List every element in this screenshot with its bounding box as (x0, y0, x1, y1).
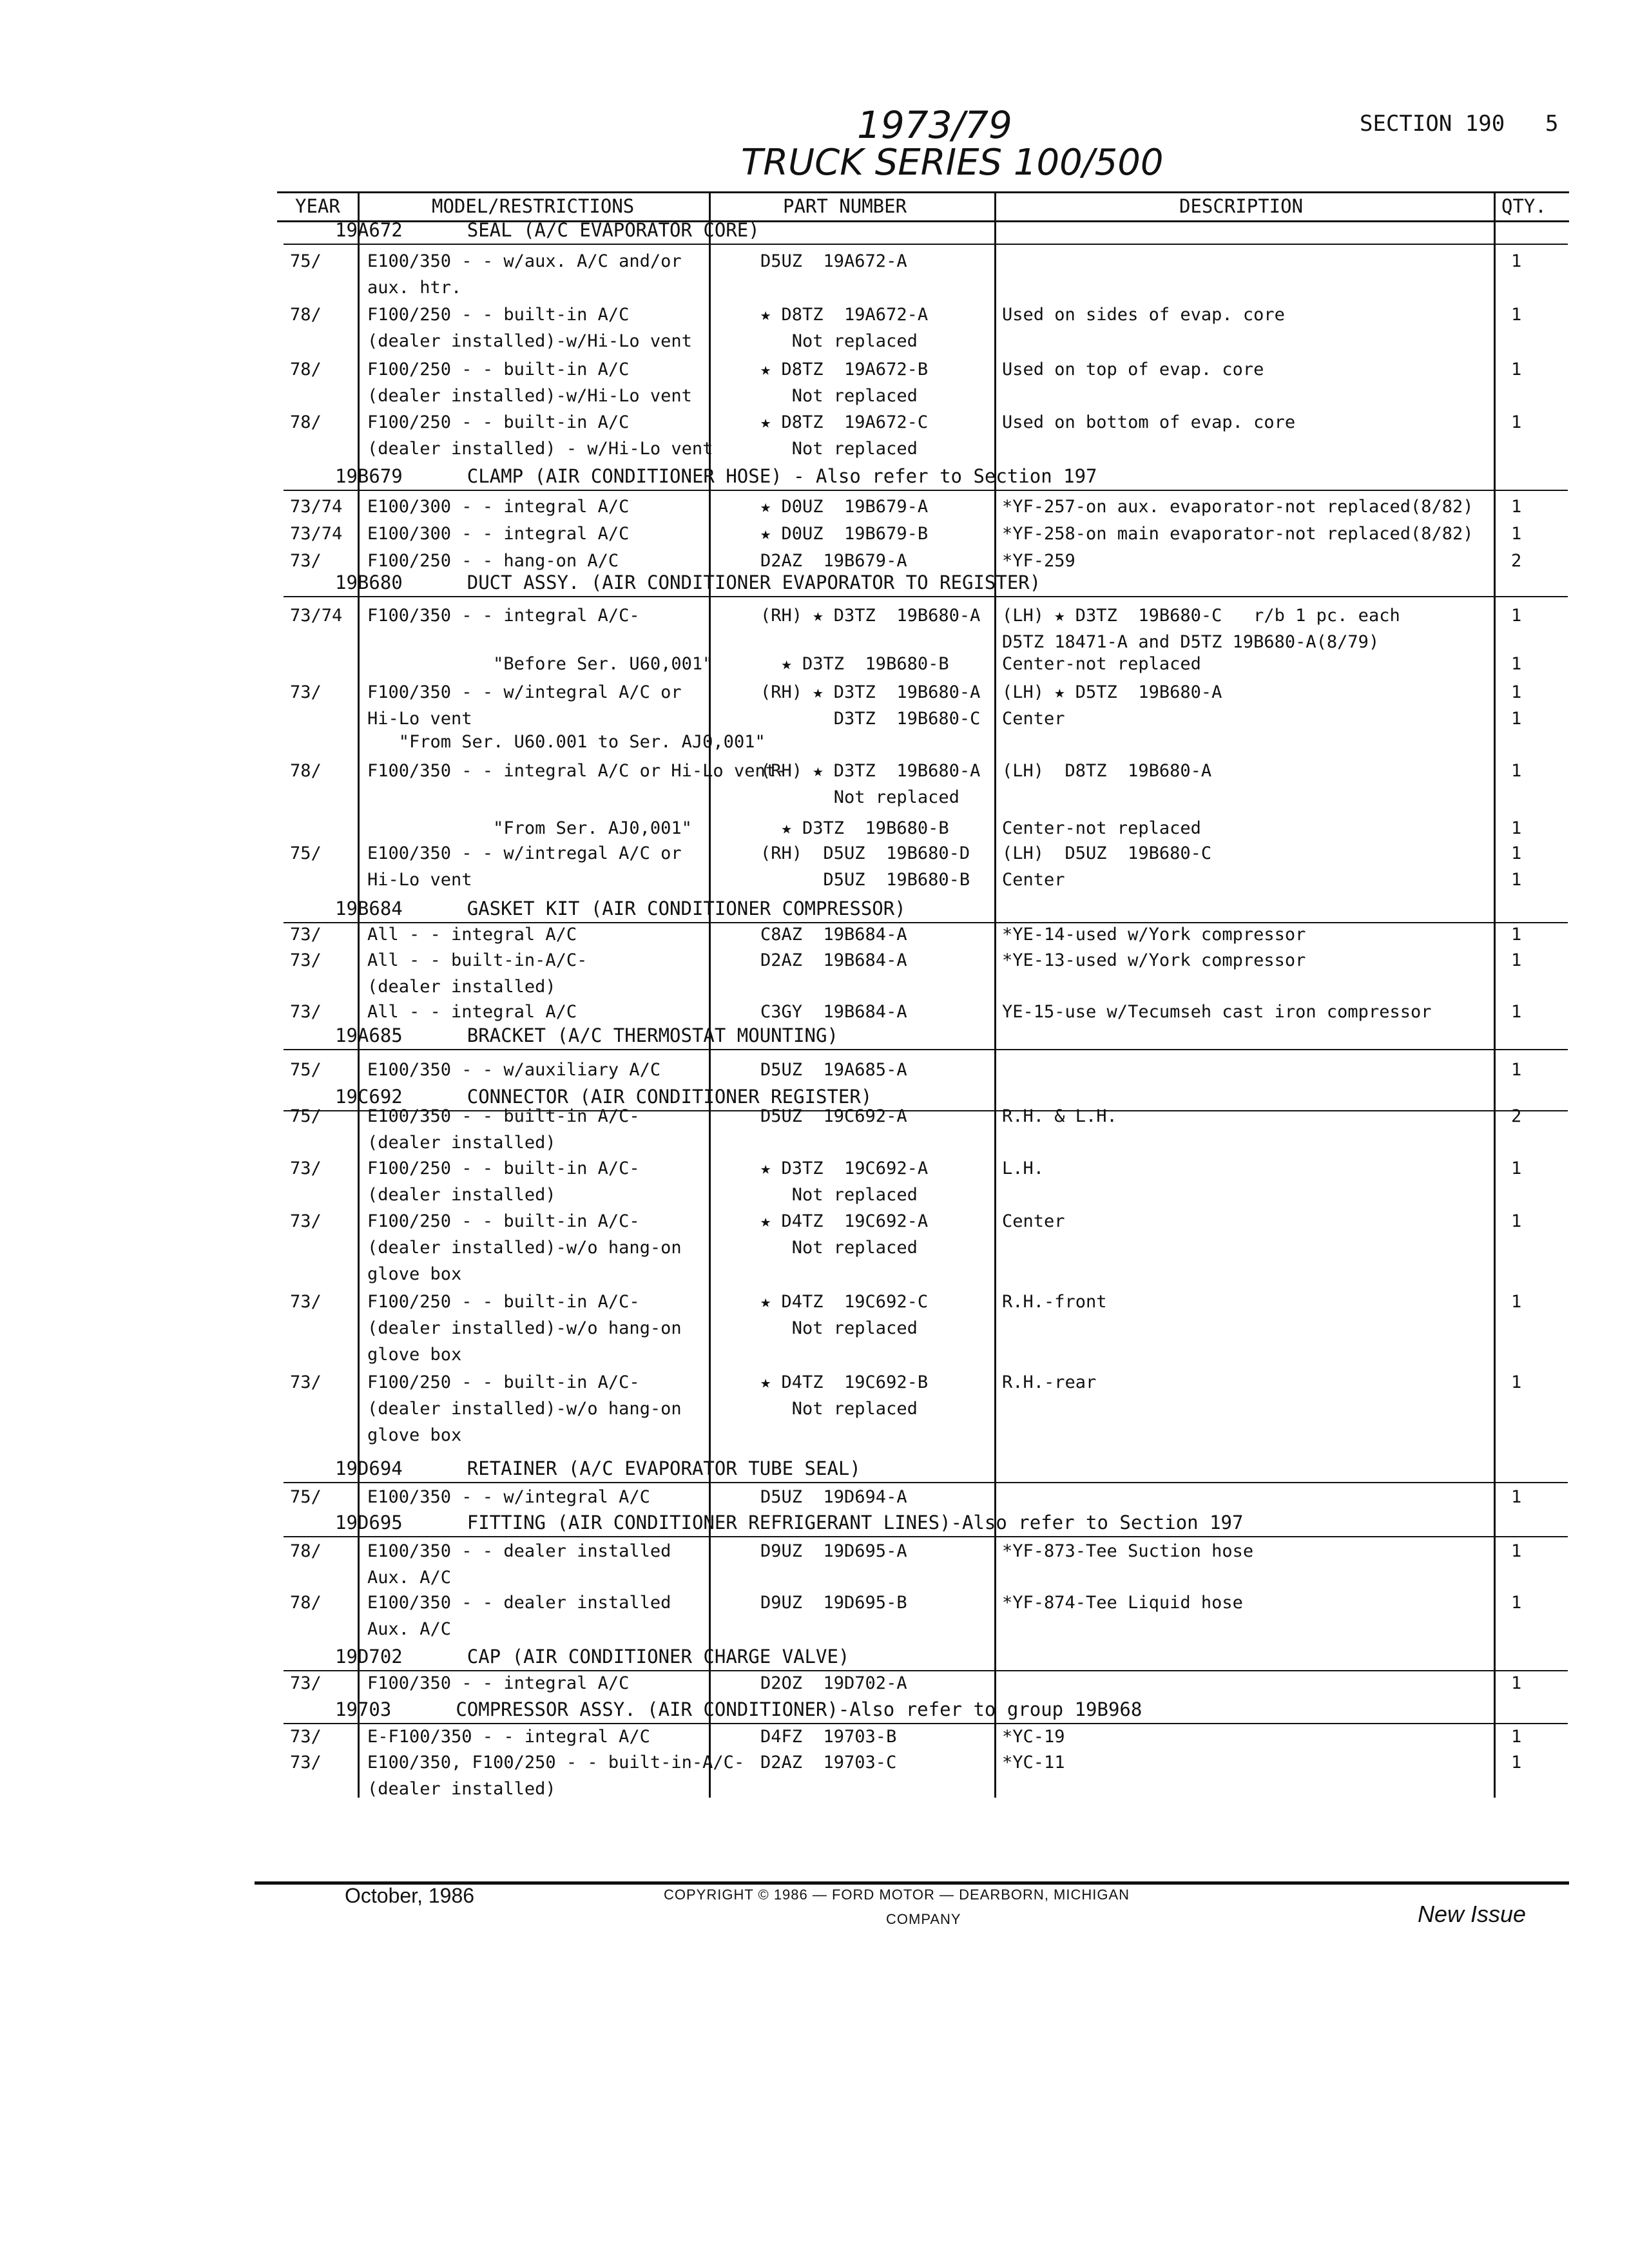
cell-qty: 1 (1511, 950, 1522, 970)
cell-part: (RH) ★ D3TZ 19B680-A (760, 606, 981, 626)
group-name: CLAMP (AIR CONDITIONER HOSE) - Also refer to Section 197 (467, 465, 1097, 487)
cell-desc: *YF-873-Tee Suction hose (1002, 1541, 1254, 1561)
group-code: 19A672 (335, 219, 403, 241)
cell-year: 75/ (290, 843, 322, 863)
cell-desc: *YF-258-on main evaporator-not replaced(8/82) (1002, 524, 1474, 544)
cell-qty: 1 (1511, 1593, 1522, 1613)
cell-year: 73/ (290, 1673, 322, 1693)
cell-part: D4FZ 19703-B (760, 1727, 897, 1747)
cell-model: All - - integral A/C (367, 925, 577, 945)
cell-qty: 1 1 (1511, 682, 1522, 729)
group-header (335, 1457, 861, 1479)
cell-model: F100/250 - - hang-on A/C (367, 551, 619, 571)
group-name: RETAINER (A/C EVAPORATOR TUBE SEAL) (467, 1457, 861, 1479)
group-header (335, 572, 1041, 593)
group-header (335, 1646, 849, 1667)
column-header-description: DESCRIPTION (1179, 195, 1304, 217)
cell-qty: 1 (1511, 305, 1522, 325)
cell-year: 73/ (290, 682, 322, 702)
cell-qty: 1 (1511, 925, 1522, 945)
group-header (335, 1512, 1243, 1533)
cell-part: ★ D4TZ 19C692-C Not replaced (760, 1292, 929, 1338)
cell-desc: *YE-13-used w/York compressor (1002, 950, 1306, 970)
cell-part: ★ D3TZ 19B680-B (760, 654, 949, 674)
cell-year: 73/74 (290, 606, 343, 626)
cell-model: E-F100/350 - - integral A/C (367, 1727, 650, 1747)
footer-date: October, 1986 (345, 1884, 475, 1907)
cell-model: All - - integral A/C (367, 1002, 577, 1022)
cell-model: F100/250 - - built-in A/C- (dealer installed)-w/o hang-on glove box (367, 1372, 682, 1445)
row-divider (284, 1536, 1568, 1537)
cell-model: E100/350 - - w/intregal A/C or Hi-Lo vent (367, 843, 682, 890)
cell-desc: *YF-259 (1002, 551, 1075, 571)
group-name: DUCT ASSY. (AIR CONDITIONER EVAPORATOR TO REGISTER) (467, 572, 1041, 593)
cell-part: C8AZ 19B684-A (760, 925, 907, 945)
group-code: 19703 (335, 1698, 392, 1720)
cell-model: E100/350 - - w/aux. A/C and/or aux. htr. (367, 251, 682, 298)
cell-qty: 1 (1511, 761, 1522, 781)
cell-part: D2AZ 19B679-A (760, 551, 907, 571)
group-name: SEAL (A/C EVAPORATOR CORE) (467, 219, 760, 241)
page-title-years: 1973/79 (857, 103, 1012, 147)
group-header (335, 219, 760, 241)
cell-part: ★ D8TZ 19A672-A Not replaced (760, 305, 929, 351)
cell-part: (RH) ★ D3TZ 19B680-A D3TZ 19B680-C (760, 682, 981, 729)
cell-part: D2AZ 19703-C (760, 1753, 897, 1773)
cell-qty: 1 (1511, 1002, 1522, 1022)
cell-qty: 1 (1511, 1727, 1522, 1747)
cell-model: E100/350 - - dealer installed Aux. A/C (367, 1593, 671, 1639)
cell-year: 78/ (290, 360, 322, 380)
cell-qty: 1 (1511, 524, 1522, 544)
cell-part: ★ D3TZ 19B680-B (760, 818, 949, 838)
cell-desc: *YF-874-Tee Liquid hose (1002, 1593, 1243, 1613)
cell-model: F100/350 - - integral A/C (367, 1673, 630, 1693)
cell-model: F100/250 - - built-in A/C- (dealer installed) (367, 1158, 640, 1205)
group-code: 19D695 (335, 1512, 403, 1533)
cell-year: 73/ (290, 1002, 322, 1022)
cell-qty: 1 (1511, 1060, 1522, 1080)
cell-desc: Center-not replaced (1002, 818, 1201, 838)
group-code: 19B680 (335, 572, 403, 593)
cell-qty: 1 (1511, 1372, 1522, 1392)
cell-part: ★ D4TZ 19C692-A Not replaced (760, 1211, 929, 1258)
column-header-model: MODEL/RESTRICTIONS (432, 195, 635, 217)
cell-qty: 1 (1511, 654, 1522, 674)
cell-desc: (LH) D5UZ 19B680-C Center (1002, 843, 1212, 890)
group-code: 19D702 (335, 1646, 403, 1667)
cell-model: F100/350 - - integral A/C or Hi-Lo vent- (367, 761, 787, 781)
cell-model: E100/300 - - integral A/C (367, 524, 630, 544)
row-divider (284, 1482, 1568, 1483)
group-code: 19B684 (335, 898, 403, 919)
cell-desc: *YC-19 (1002, 1727, 1065, 1747)
cell-year: 73/ (290, 1211, 322, 1231)
cell-model: E100/300 - - integral A/C (367, 497, 630, 517)
cell-desc: Used on bottom of evap. core (1002, 412, 1296, 432)
column-divider (994, 222, 996, 1798)
cell-part: D9UZ 19D695-B (760, 1593, 907, 1613)
cell-qty: 1 (1511, 1673, 1522, 1693)
cell-qty: 1 (1511, 606, 1522, 626)
cell-part: D9UZ 19D695-A (760, 1541, 907, 1561)
cell-year: 78/ (290, 1593, 322, 1613)
row-divider (284, 244, 1568, 245)
cell-model: E100/350, F100/250 - - built-in-A/C- (dealer installed) (367, 1753, 745, 1799)
cell-qty: 1 (1511, 1211, 1522, 1231)
cell-desc: Used on top of evap. core (1002, 360, 1264, 380)
cell-desc: R.H.-front (1002, 1292, 1107, 1312)
column-header-part: PART NUMBER (783, 195, 907, 217)
cell-year: 73/ (290, 1158, 322, 1178)
header-divider (1494, 191, 1496, 222)
row-divider (284, 596, 1568, 597)
cell-model: "Before Ser. U60,001" (367, 654, 713, 674)
cell-desc: R.H.-rear (1002, 1372, 1097, 1392)
cell-desc: YE-15-use w/Tecumseh cast iron compressor (1002, 1002, 1432, 1022)
cell-part: (RH) D5UZ 19B680-D D5UZ 19B680-B (760, 843, 970, 890)
cell-desc: Center-not replaced (1002, 654, 1201, 674)
cell-model: F100/250 - - built-in A/C- (dealer installed)-w/o hang-on glove box (367, 1211, 682, 1284)
cell-year: 73/74 (290, 524, 343, 544)
cell-year: 73/ (290, 1372, 322, 1392)
cell-part: ★ D8TZ 19A672-C Not replaced (760, 412, 929, 459)
cell-qty: 1 (1511, 818, 1522, 838)
cell-desc: *YC-11 (1002, 1753, 1065, 1773)
cell-qty: 1 (1511, 1487, 1522, 1507)
cell-qty: 1 (1511, 412, 1522, 432)
column-divider (1494, 222, 1496, 1798)
group-header (335, 465, 1097, 487)
cell-year: 75/ (290, 251, 322, 271)
cell-model: All - - built-in-A/C- (dealer installed) (367, 950, 588, 997)
cell-model: F100/250 - - built-in A/C (dealer installed)-w/Hi-Lo vent (367, 305, 692, 351)
cell-desc: Center (1002, 1211, 1065, 1231)
cell-year: 78/ (290, 761, 322, 781)
cell-qty: 1 1 (1511, 843, 1522, 890)
cell-qty: 1 (1511, 1292, 1522, 1312)
cell-year: 73/ (290, 551, 322, 571)
cell-part: D5UZ 19A672-A (760, 251, 907, 271)
cell-part: D5UZ 19C692-A (760, 1106, 907, 1126)
footer-issue: New Issue (1418, 1901, 1527, 1927)
cell-qty: 1 (1511, 360, 1522, 380)
cell-year: 73/ (290, 1727, 322, 1747)
cell-desc: (LH) D8TZ 19B680-A (1002, 761, 1212, 781)
cell-qty: 1 (1511, 1158, 1522, 1178)
cell-desc: R.H. & L.H. (1002, 1106, 1117, 1126)
cell-year: 73/ (290, 1753, 322, 1773)
cell-year: 75/ (290, 1060, 322, 1080)
cell-year: 75/ (290, 1487, 322, 1507)
cell-qty: 2 (1511, 1106, 1522, 1126)
header-divider (358, 191, 360, 222)
footer-copyright: COPYRIGHT © 1986 — FORD MOTOR — DEARBORN, MICHIGAN (664, 1887, 1130, 1903)
cell-model: "From Ser. U60.001 to Ser. AJ0,001" (367, 732, 766, 752)
cell-model: F100/250 - - built-in A/C (dealer installed) - w/Hi-Lo vent (367, 412, 713, 459)
cell-model: E100/350 - - built-in A/C- (dealer installed) (367, 1106, 640, 1153)
cell-part: D2OZ 19D702-A (760, 1673, 907, 1693)
group-header (335, 1024, 838, 1046)
group-header (335, 1698, 1142, 1720)
cell-year: 73/ (290, 950, 322, 970)
group-name: CONNECTOR (AIR CONDITIONER REGISTER) (467, 1086, 872, 1108)
cell-desc: (LH) ★ D3TZ 19B680-C r/b 1 pc. each D5TZ 18471-A and D5TZ 19B680-A(8/79) (1002, 606, 1400, 652)
cell-year: 75/ (290, 1106, 322, 1126)
cell-year: 73/74 (290, 497, 343, 517)
cell-qty: 1 (1511, 251, 1522, 271)
column-header-year: YEAR (295, 195, 340, 217)
group-name: GASKET KIT (AIR CONDITIONER COMPRESSOR) (467, 898, 906, 919)
cell-model: E100/350 - - w/integral A/C (367, 1487, 650, 1507)
cell-desc: L.H. (1002, 1158, 1045, 1178)
column-header-qty: QTY. (1501, 195, 1547, 217)
cell-desc: *YE-14-used w/York compressor (1002, 925, 1306, 945)
cell-qty: 1 (1511, 497, 1522, 517)
cell-model: F100/250 - - built-in A/C (dealer installed)-w/Hi-Lo vent (367, 360, 692, 406)
cell-year: 78/ (290, 305, 322, 325)
cell-desc: (LH) ★ D5TZ 19B680-A Center (1002, 682, 1222, 729)
cell-part: D5UZ 19A685-A (760, 1060, 907, 1080)
cell-qty: 1 (1511, 1753, 1522, 1773)
cell-year: 78/ (290, 1541, 322, 1561)
header-divider (994, 191, 996, 222)
header-divider (709, 191, 711, 222)
cell-year: 78/ (290, 412, 322, 432)
cell-model: "From Ser. AJ0,001" (367, 818, 692, 838)
cell-model: E100/350 - - w/auxiliary A/C (367, 1060, 661, 1080)
column-divider (358, 222, 360, 1798)
cell-part: C3GY 19B684-A (760, 1002, 907, 1022)
group-name: BRACKET (A/C THERMOSTAT MOUNTING) (467, 1024, 838, 1046)
group-code: 19A685 (335, 1024, 403, 1046)
cell-part: D2AZ 19B684-A (760, 950, 907, 970)
cell-year: 73/ (290, 1292, 322, 1312)
row-divider (284, 490, 1568, 491)
group-header (335, 898, 906, 919)
cell-part: ★ D0UZ 19B679-B (760, 524, 929, 544)
group-name: CAP (AIR CONDITIONER CHARGE VALVE) (467, 1646, 850, 1667)
cell-qty: 2 (1511, 551, 1522, 571)
row-divider (284, 1049, 1568, 1050)
header-top-rule (277, 191, 1569, 193)
group-name: FITTING (AIR CONDITIONER REFRIGERANT LINES)-Also refer to Section 197 (467, 1512, 1244, 1533)
footer-company: COMPANY (886, 1911, 961, 1927)
group-code: 19B679 (335, 465, 403, 487)
cell-model: F100/350 - - integral A/C- (367, 606, 640, 626)
cell-desc: Used on sides of evap. core (1002, 305, 1285, 325)
cell-qty: 1 (1511, 1541, 1522, 1561)
cell-part: ★ D4TZ 19C692-B Not replaced (760, 1372, 929, 1419)
group-code: 19C692 (335, 1086, 403, 1108)
cell-desc: *YF-257-on aux. evaporator-not replaced(8/82) (1002, 497, 1474, 517)
cell-part: ★ D3TZ 19C692-A Not replaced (760, 1158, 929, 1205)
section-label: SECTION 190 (1360, 111, 1505, 137)
cell-model: E100/350 - - dealer installed Aux. A/C (367, 1541, 671, 1588)
cell-part: (RH) ★ D3TZ 19B680-A Not replaced (760, 761, 981, 807)
cell-part: ★ D8TZ 19A672-B Not replaced (760, 360, 929, 406)
cell-model: F100/350 - - w/integral A/C or Hi-Lo vent (367, 682, 682, 729)
group-name: COMPRESSOR ASSY. (AIR CONDITIONER)-Also refer to group 19B968 (456, 1698, 1142, 1720)
cell-model: F100/250 - - built-in A/C- (dealer installed)-w/o hang-on glove box (367, 1292, 682, 1365)
page-number: 5 (1545, 111, 1559, 137)
cell-part: ★ D0UZ 19B679-A (760, 497, 929, 517)
page-title-series: TRUCK SERIES 100/500 (741, 142, 1164, 184)
group-code: 19D694 (335, 1457, 403, 1479)
cell-year: 73/ (290, 925, 322, 945)
cell-part: D5UZ 19D694-A (760, 1487, 907, 1507)
